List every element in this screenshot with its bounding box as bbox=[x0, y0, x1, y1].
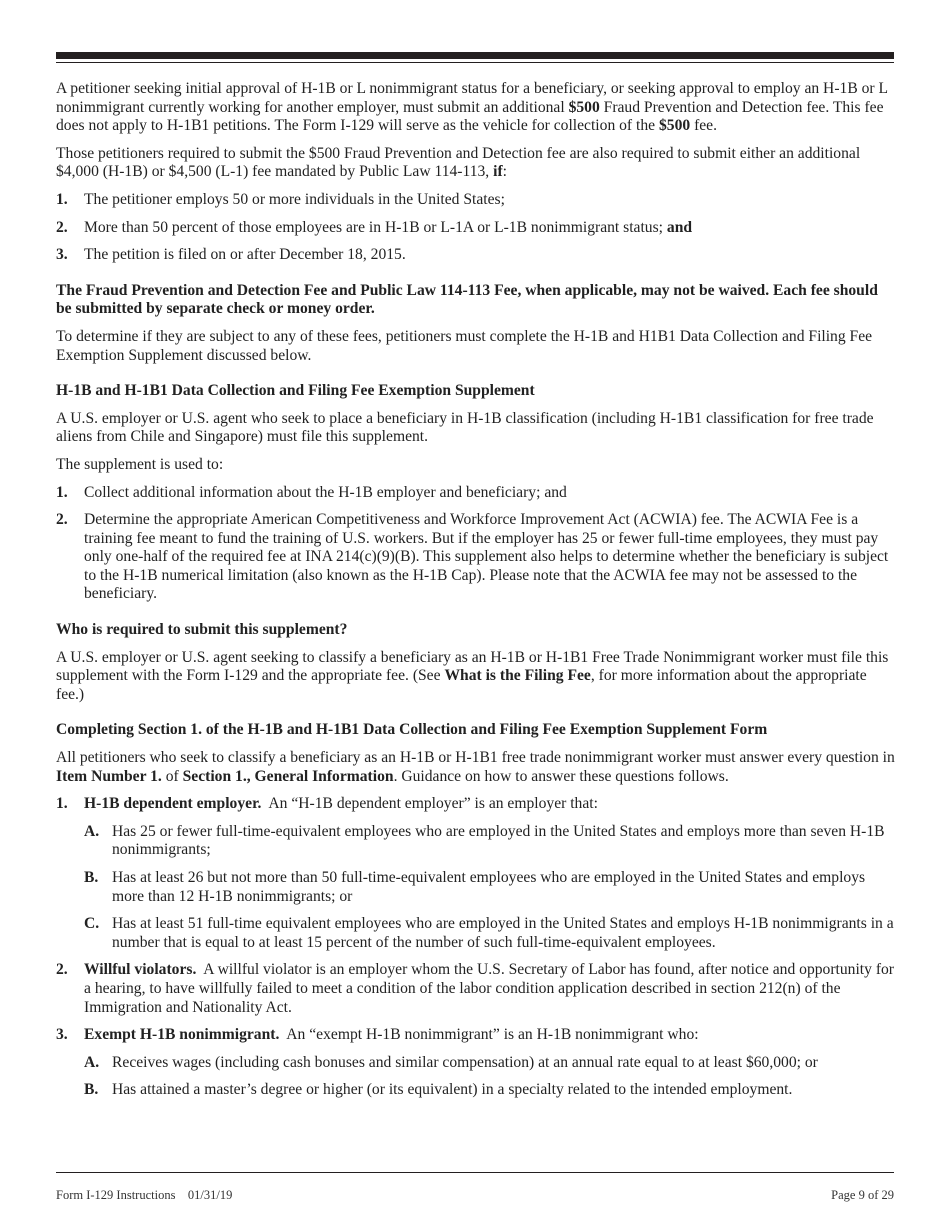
text-run-bold: $500 bbox=[568, 98, 600, 116]
sub-list-item bbox=[84, 1081, 896, 1100]
sub-list-text: Has at least 51 full-time equivalent employees who are employed in the United States and employs H-1B nonimmigrants in a number that is equal to at least 15 percent of the number of such full-time-equivalent employees. bbox=[112, 915, 894, 951]
list-text: The petition is filed on or after December 18, 2015. bbox=[84, 246, 406, 264]
list-item bbox=[56, 961, 896, 1017]
list-item bbox=[56, 246, 896, 265]
list-item bbox=[56, 484, 896, 503]
list-number: 2. bbox=[56, 961, 68, 979]
sub-list-text: Has attained a master’s degree or higher (or its equivalent) in a specialty related to the intended employment. bbox=[112, 1081, 793, 1099]
footer-form-id: Form I-129 Instructions 01/31/19 bbox=[56, 1188, 233, 1202]
supplement-paragraph-2: The supplement is used to: bbox=[56, 455, 224, 473]
completing-heading: Completing Section 1. of the H-1B and H-1B1 Data Collection and Filing Fee Exemption Supplement Form bbox=[56, 721, 768, 739]
who-heading: Who is required to submit this supplement? bbox=[56, 621, 348, 639]
list-item bbox=[56, 511, 896, 604]
text-run: Fraud Prevention and Detection fee. This fee does not apply to H-1B1 petitions. The Form I-129 will serve as the vehicle for collection of the bbox=[56, 98, 884, 135]
sub-list-letter: C. bbox=[84, 915, 100, 933]
fee-waiver-notice: The Fraud Prevention and Detection Fee and Public Law 114-113 Fee, when applicable, may not be waived. Each fee should be submitted by separate check or money order. bbox=[56, 281, 878, 318]
supplement-paragraph-1: A U.S. employer or U.S. agent who seek to place a beneficiary in H-1B classification (including H-1B1 classification for free trade aliens from Chile and Singapore) must file this supplement. bbox=[56, 409, 874, 446]
sub-list-letter: A. bbox=[84, 1053, 100, 1071]
text-run: : bbox=[502, 163, 507, 181]
list-text bbox=[84, 1026, 896, 1045]
intro-paragraph-3: To determine if they are subject to any of these fees, petitioners must complete the H-1B and H1B1 Data Collection and Filing Fee Exemption Supplement discussed below. bbox=[56, 327, 873, 364]
list-item bbox=[56, 1026, 896, 1045]
text-run: of bbox=[161, 767, 183, 785]
completing-paragraph bbox=[56, 749, 896, 786]
list-number: 2. bbox=[56, 511, 68, 529]
intro-paragraph-2 bbox=[56, 145, 896, 182]
list-number: 3. bbox=[56, 1026, 68, 1044]
footer-rule bbox=[56, 1172, 894, 1173]
sub-list-item bbox=[84, 869, 896, 906]
item-title: Willful violators. bbox=[84, 961, 197, 979]
text-run: An “exempt H-1B nonimmigrant” is an H-1B nonimmigrant who: bbox=[279, 1026, 699, 1044]
supplement-heading: H-1B and H-1B1 Data Collection and Filing Fee Exemption Supplement bbox=[56, 382, 535, 400]
list-text: The petitioner employs 50 or more individuals in the United States; bbox=[84, 190, 505, 208]
sub-list-text: Has 25 or fewer full-time-equivalent employees who are employed in the United States and employs more than seven H-1B nonimmigrants; bbox=[112, 822, 885, 859]
header-rule-thin bbox=[56, 62, 894, 63]
item-title: H-1B dependent employer. bbox=[84, 795, 262, 813]
list-number: 2. bbox=[56, 218, 68, 236]
text-run: , for more information about the appropriate fee.) bbox=[56, 667, 867, 703]
list-number: 1. bbox=[56, 190, 68, 208]
header-rule-thick bbox=[56, 52, 894, 59]
sub-list-text: Receives wages (including cash bonuses and similar compensation) at an annual rate equal to at least $60,000; or bbox=[112, 1053, 818, 1071]
text-run: An “H-1B dependent employer” is an employer that: bbox=[261, 795, 598, 813]
list-text: Collect additional information about the H-1B employer and beneficiary; and bbox=[84, 483, 567, 501]
text-run-bold: What is the Filing Fee bbox=[444, 667, 591, 685]
list-text bbox=[84, 219, 896, 238]
text-run: A willful violator is an employer whom the U.S. Secretary of Labor has found, after notice and opportunity for a hearing, to have willfully failed to meet a condition of the labor condition application described in section 212(n) of the Immigration and Nationality Act. bbox=[84, 961, 898, 1016]
sub-list-text: Has at least 26 but not more than 50 full-time-equivalent employees who are employed in the United States and employs more than 12 H-1B nonimmigrants; or bbox=[112, 869, 866, 905]
sub-list-item bbox=[84, 915, 896, 952]
page-number: Page 9 of 29 bbox=[831, 1188, 894, 1202]
list-number: 1. bbox=[56, 795, 68, 813]
list-item bbox=[56, 795, 896, 814]
sub-list-letter: A. bbox=[84, 822, 100, 840]
page-content bbox=[56, 80, 896, 1109]
list-text bbox=[84, 795, 896, 814]
list-text bbox=[84, 961, 896, 1017]
text-run: A U.S. employer or U.S. agent seeking to classify a beneficiary as an H-1B or H-1B1 Free Trade Nonimmigrant worker must file this supplement with the Form I-129 and the appropriate fee. (See bbox=[56, 648, 889, 685]
text-run: More than 50 percent of those employees are in H-1B or L-1A or L-1B nonimmigrant status; bbox=[84, 218, 667, 236]
sub-list-letter: B. bbox=[84, 869, 99, 886]
sub-list-item bbox=[84, 1054, 896, 1073]
text-run: Those petitioners required to submit the $500 Fraud Prevention and Detection fee are also required to submit either an additional $4,000 (H-1B) or $4,500 (L-1) fee mandated by Public Law 114-113, bbox=[56, 144, 861, 181]
list-text: Determine the appropriate American Competitiveness and Workforce Improvement Act (ACWIA) fee. The ACWIA Fee is a training fee meant to fund the training of U.S. workers. But if the employer has 25 or fewer full-time employees, they must pay only one-half of the required fee at INA 214(c)(9)(B). This supplement also helps to determine whether the beneficiary is subject to the H-1B numerical limitation (also known as the H-1B Cap). Please note that the ACWIA fee may not be assessed to the beneficiary. bbox=[84, 511, 889, 603]
intro-paragraph-1 bbox=[56, 80, 896, 136]
text-run-bold: Section 1., General Information bbox=[182, 767, 394, 785]
list-item bbox=[56, 219, 896, 238]
text-run-bold: $500 bbox=[658, 117, 691, 135]
item-title: Exempt H-1B nonimmigrant. bbox=[84, 1026, 280, 1044]
text-run-bold: if bbox=[493, 163, 503, 181]
text-run: All petitioners who seek to classify a beneficiary as an H-1B or H-1B1 free trade nonimmigrant worker must answer every question in bbox=[56, 749, 895, 767]
list-number: 1. bbox=[56, 483, 68, 501]
who-paragraph bbox=[56, 649, 896, 705]
sub-list-item bbox=[84, 823, 896, 860]
text-run-bold: and bbox=[666, 218, 693, 236]
sub-list-letter: B. bbox=[84, 1081, 99, 1099]
list-number: 3. bbox=[56, 246, 68, 264]
text-run: A petitioner seeking initial approval of H-1B or L nonimmigrant status for a beneficiary, or seeking approval to employ an H-1B or L nonimmigrant currently working for another employer, must submit an additional bbox=[56, 80, 888, 116]
text-run-bold: Item Number 1. bbox=[56, 767, 162, 785]
text-run: fee. bbox=[690, 117, 718, 135]
text-run: . Guidance on how to answer these questions follows. bbox=[393, 767, 729, 785]
list-item bbox=[56, 191, 896, 210]
